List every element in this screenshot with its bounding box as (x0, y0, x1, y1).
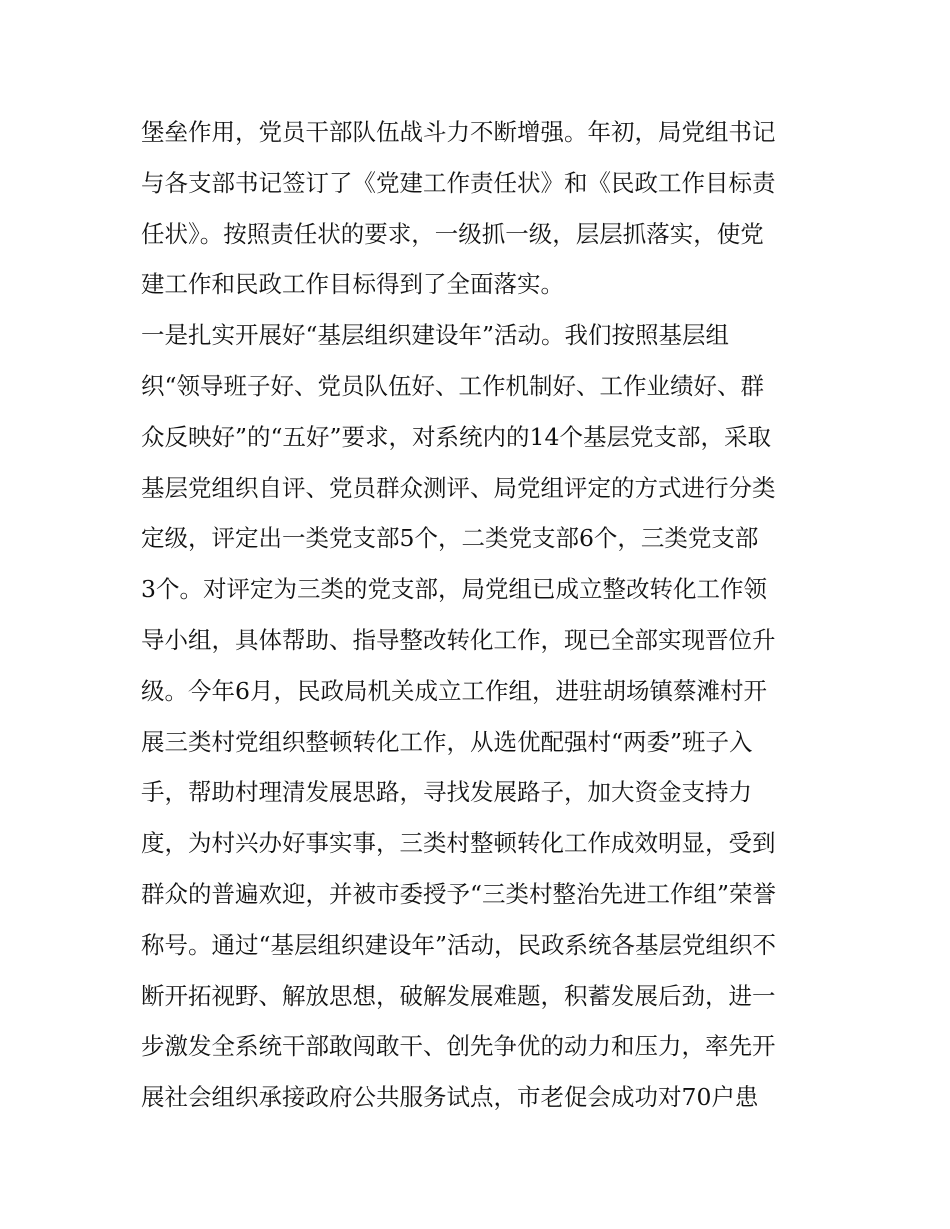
text-line: 织“领导班子好、党员队伍好、工作机制好、工作业绩好、群 (141, 371, 765, 400)
text-line: 称号。通过“基层组织建设年”活动，民政系统各基层党组织不 (141, 930, 777, 959)
text-line: 断开拓视野、解放思想，破解发展难题，积蓄发展后劲，进一 (141, 981, 776, 1010)
text-line: 手，帮助村理清发展思路，寻找发展路子，加大资金支持力 (141, 778, 752, 807)
text-line: 展三类村党组织整顿转化工作，从选优配强村“两委”班子入 (141, 727, 753, 756)
body-text (141, 107, 821, 1123)
text-line: 展社会组织承接政府公共服务试点，市老促会成功对70户患 (141, 1083, 759, 1112)
text-line: 与各支部书记签订了《党建工作责任状》和《民政工作目标责 (141, 168, 776, 197)
text-line: 群众的普遍欢迎，并被市委授予“三类村整治先进工作组”荣誉 (141, 879, 777, 908)
text-line: 建工作和民政工作目标得到了全面落实。 (141, 270, 564, 299)
text-line: 级。今年6月，民政局机关成立工作组，进驻胡场镇蔡滩村开 (141, 676, 767, 705)
text-line: 步激发全系统干部敢闯敢干、创先争优的动力和压力，率先开 (141, 1032, 776, 1061)
text-line: 度，为村兴办好事实事，三类村整顿转化工作成效明显，受到 (141, 829, 776, 858)
text-line: 导小组，具体帮助、指导整改转化工作，现已全部实现晋位升 (141, 625, 776, 654)
text-line: 任状》。按照责任状的要求，一级抓一级，层层抓落实，使党 (141, 219, 764, 248)
text-line: 一是扎实开展好“基层组织建设年”活动。我们按照基层组 (141, 321, 730, 350)
text-line: 基层党组织自评、党员群众测评、局党组评定的方式进行分类 (141, 473, 776, 502)
text-line: 定级，评定出一类党支部5个，二类党支部6个，三类党支部 (141, 524, 759, 553)
text-line: 众反映好”的“五好”要求，对系统内的14个基层党支部，采取 (141, 422, 771, 451)
text-line: 堡垒作用，党员干部队伍战斗力不断增强。年初，局党组书记 (141, 118, 776, 146)
text-line: 3个。对评定为三类的党支部，局党组已成立整改转化工作领 (141, 575, 767, 604)
